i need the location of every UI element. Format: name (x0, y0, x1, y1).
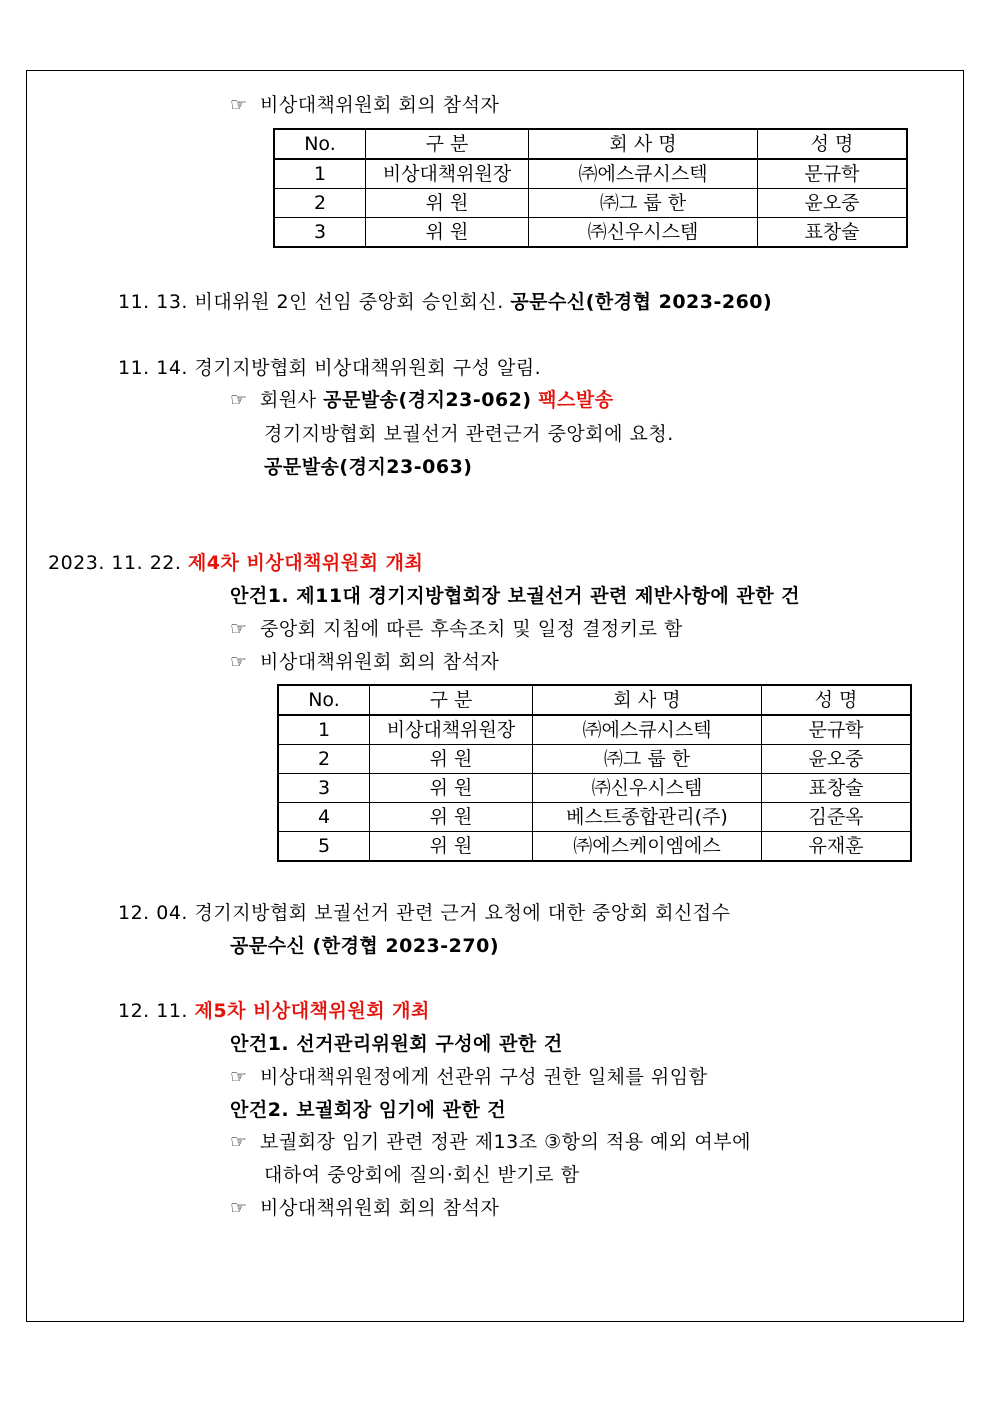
entry-1114-note-1: ☞ 회원사 공문발송(경지23-062) 팩스발송 (230, 389, 614, 411)
table-row: 5 위 원 ㈜에스케이엠에스 유재훈 (278, 832, 911, 862)
table-row: 3 위 원 ㈜신우시스템 표창술 (274, 218, 907, 248)
pointing-hand-icon: ☞ (230, 651, 248, 673)
table-row: 4 위 원 베스트종합관리(주) 김준옥 (278, 803, 911, 832)
agenda-item: 안건1. 제11대 경기지방협회장 보궐선거 관련 제반사항에 관한 건 (230, 585, 801, 607)
entry-1204: 12. 04. 경기지방협회 보궐선거 관련 근거 요청에 대한 중앙회 회신접수 (118, 902, 731, 924)
col-header-category: 구 분 (366, 129, 529, 159)
meeting-title: 제5차 비상대책위원회 개최 (194, 1000, 430, 1022)
attendees-heading-2: ☞ 비상대책위원회 회의 참석자 (230, 651, 500, 673)
attendees-table-2 (277, 684, 912, 862)
agenda-note: ☞ 비상대책위원정에게 선관위 구성 권한 일체를 위임함 (230, 1066, 708, 1088)
table-header-row (278, 685, 911, 715)
table-row: 1 비상대책위원장 ㈜에스큐시스텍 문규학 (274, 159, 907, 189)
pointing-hand-icon: ☞ (230, 389, 248, 411)
entry-date: 2023. 11. 22. (48, 552, 182, 574)
table-row: 1 비상대책위원장 ㈜에스큐시스텍 문규학 (278, 715, 911, 745)
col-header-no: No. (274, 129, 366, 159)
agenda-note: ☞ 중앙회 지침에 따른 후속조치 및 일정 결정키로 함 (230, 618, 683, 640)
agenda-note-cont: 대하여 중앙회에 질의·회신 받기로 함 (264, 1164, 580, 1186)
entry-1122 (48, 550, 423, 576)
meeting-title: 제4차 비상대책위원회 개최 (187, 552, 424, 574)
entry-1114-note-3: 공문발송(경지23-063) (264, 456, 473, 478)
pointing-hand-icon: ☞ (230, 618, 248, 640)
entry-date: 12. 11. (118, 1000, 188, 1022)
entry-1114-note-2: 경기지방협회 보궐선거 관련근거 중앙회에 요청. (264, 423, 674, 445)
table-row: 2 위 원 ㈜그 룹 한 윤오중 (274, 189, 907, 218)
entry-1114: 11. 14. 경기지방협회 비상대책위원회 구성 알림. (118, 357, 542, 379)
agenda-item: 안건2. 보궐회장 임기에 관한 건 (230, 1099, 507, 1121)
entry-date: 11. 13. (118, 291, 188, 313)
pointing-hand-icon: ☞ (230, 1131, 248, 1153)
pointing-hand-icon: ☞ (230, 94, 248, 116)
attendees-table-1 (273, 128, 908, 248)
table-row: 2 위 원 ㈜그 룹 한 윤오중 (278, 745, 911, 774)
fax-sent-label: 팩스발송 (538, 389, 614, 411)
col-header-category: 구 분 (370, 685, 533, 715)
col-header-no: No. (278, 685, 370, 715)
pointing-hand-icon: ☞ (230, 1066, 248, 1088)
col-header-company: 회 사 명 (533, 685, 762, 715)
col-header-name: 성 명 (762, 685, 912, 715)
entry-date: 12. 04. (118, 902, 188, 924)
attendees-heading-1: ☞ 비상대책위원회 회의 참석자 (230, 94, 500, 116)
agenda-note: ☞ 보궐회장 임기 관련 정관 제13조 ③항의 적용 예외 여부에 (230, 1131, 751, 1153)
col-header-company: 회 사 명 (529, 129, 758, 159)
entry-1211 (118, 998, 430, 1024)
table-row: 3 위 원 ㈜신우시스템 표창술 (278, 774, 911, 803)
pointing-hand-icon: ☞ (230, 1197, 248, 1219)
entry-1204-note: 공문수신 (한경협 2023-270) (230, 935, 500, 957)
table-header-row (274, 129, 907, 159)
attendees-heading-3: ☞ 비상대책위원회 회의 참석자 (230, 1197, 500, 1219)
agenda-item: 안건1. 선거관리위원회 구성에 관한 건 (230, 1033, 563, 1055)
entry-1113: 11. 13. 비대위원 2인 선임 중앙회 승인회신. 공문수신(한경협 2023-260) (118, 291, 773, 313)
entry-date: 11. 14. (118, 357, 188, 379)
col-header-name: 성 명 (758, 129, 908, 159)
